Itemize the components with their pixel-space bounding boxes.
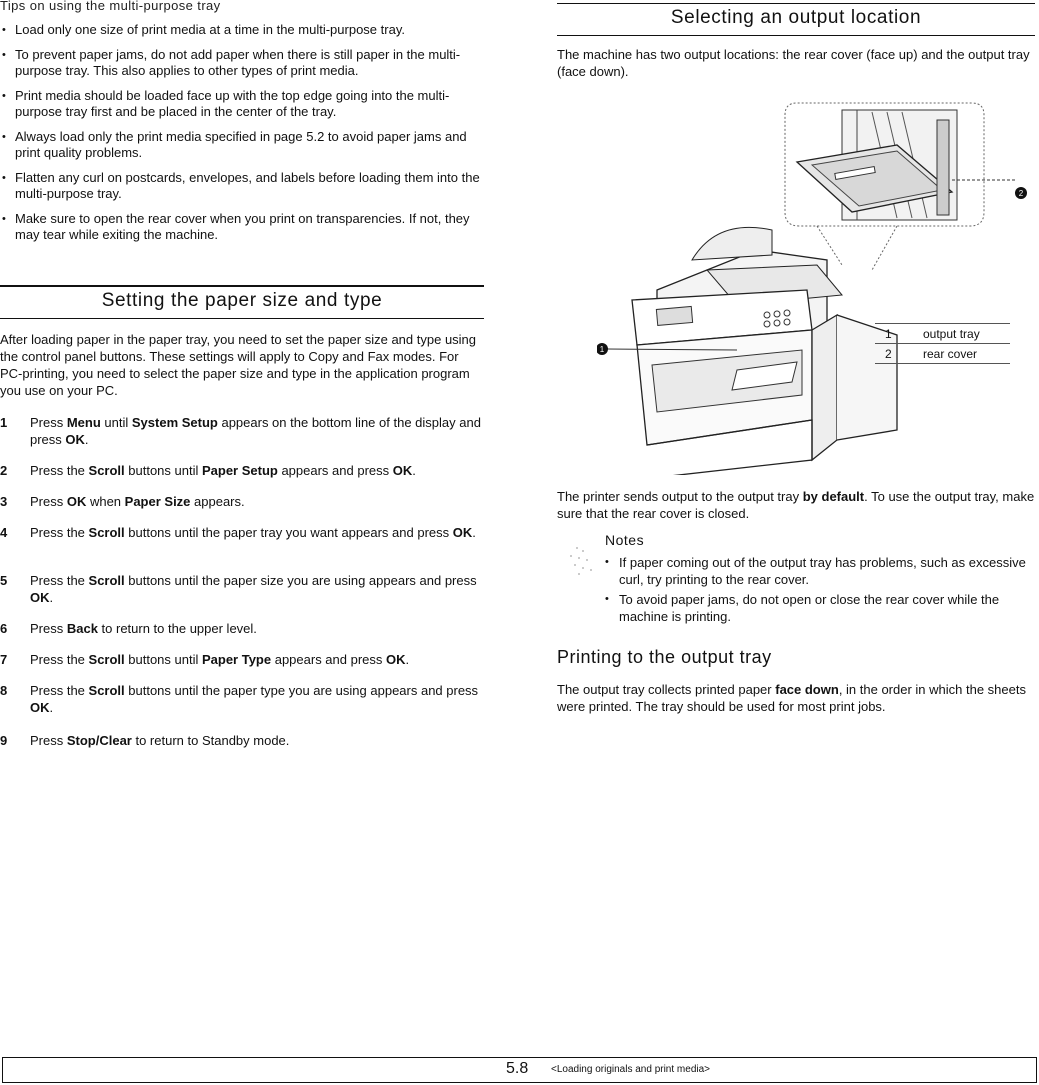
step-item: 5 Press the Scroll buttons until the paper size you are using appears and press OK. bbox=[0, 573, 477, 605]
tips-list bbox=[0, 22, 484, 252]
tip-item: • Make sure to open the rear cover when you print on transparencies. If not, they may tear while exiting the machine. bbox=[0, 211, 484, 243]
tips-title: Tips on using the multi-purpose tray bbox=[0, 0, 221, 13]
tip-item: • Print media should be loaded face up with the top edge going into the multi-purpose tray first and be placed in the center of the tray. bbox=[0, 88, 484, 120]
printer-body bbox=[632, 227, 897, 475]
step-item: 7 Press the Scroll buttons until Paper Type appears and press OK. bbox=[0, 652, 410, 667]
rear-cover-inset bbox=[785, 103, 1017, 226]
step-item: 3 Press OK when Paper Size appears. bbox=[0, 494, 245, 509]
figure-legend bbox=[875, 323, 1010, 364]
legend-row: 2 rear cover bbox=[875, 344, 1010, 364]
section-heading-output-location: Selecting an output location bbox=[557, 3, 1035, 36]
chapter-title: <Loading originals and print media> bbox=[551, 1064, 710, 1075]
page-footer bbox=[2, 1057, 1037, 1083]
note-item: • To avoid paper jams, do not open or close the rear cover while the machine is printing. bbox=[605, 591, 1035, 625]
callout-2-label: 2 bbox=[1018, 189, 1024, 198]
steps-list bbox=[0, 414, 484, 749]
output-location-intro: The machine has two output locations: the rear cover (face up) and the output tray (face down). bbox=[557, 47, 1030, 79]
printer-illustration bbox=[597, 100, 1035, 475]
paper-size-intro: After loading paper in the paper tray, you need to set the paper size and type using the control panel buttons. These settings will apply to Copy and Fax modes. For PC-printing, you need to select the paper size and type in the application program you use on your PC. bbox=[0, 332, 477, 398]
subheading-output-tray: Printing to the output tray bbox=[557, 647, 772, 667]
callout-1-label: 1 bbox=[599, 345, 605, 354]
notes-title: Notes bbox=[605, 532, 645, 548]
step-item: 2 Press the Scroll buttons until Paper Setup appears and press OK. bbox=[0, 463, 416, 478]
legend-row: 1 output tray bbox=[875, 323, 1010, 344]
output-tray-paragraph: The output tray collects printed paper face down, in the order in which the sheets were printed. The tray should be used for most print jobs. bbox=[557, 682, 1026, 714]
notes-list bbox=[605, 554, 1035, 628]
tip-item: • To prevent paper jams, do not add paper when there is still paper in the multi-purpose tray. This also applies to other types of print media. bbox=[0, 47, 484, 79]
tip-item: • Flatten any curl on postcards, envelopes, and labels before loading them into the multi-purpose tray. bbox=[0, 170, 484, 202]
note-item: • If paper coming out of the output tray has problems, such as excessive curl, try printing to the rear cover. bbox=[605, 554, 1035, 588]
page-number: 5.8 bbox=[506, 1060, 529, 1077]
note-icon bbox=[563, 542, 597, 582]
step-item: 9 Press Stop/Clear to return to Standby mode. bbox=[0, 733, 290, 748]
section-heading-paper-size: Setting the paper size and type bbox=[0, 285, 484, 319]
step-item: 4 Press the Scroll buttons until the paper tray you want appears and press OK. bbox=[0, 525, 476, 540]
step-item: 8 Press the Scroll buttons until the paper type you are using appears and press OK. bbox=[0, 683, 479, 715]
tip-item: • Always load only the print media specified in page 5.2 to avoid paper jams and print quality problems. bbox=[0, 129, 484, 161]
output-default-paragraph: The printer sends output to the output tray by default. To use the output tray, make sure that the rear cover is closed. bbox=[557, 489, 1035, 521]
tip-item: • Load only one size of print media at a time in the multi-purpose tray. bbox=[0, 22, 484, 38]
step-item: 1 Press Menu until System Setup appears on the bottom line of the display and press OK. bbox=[0, 415, 481, 447]
step-item: 6 Press Back to return to the upper level. bbox=[0, 621, 257, 636]
